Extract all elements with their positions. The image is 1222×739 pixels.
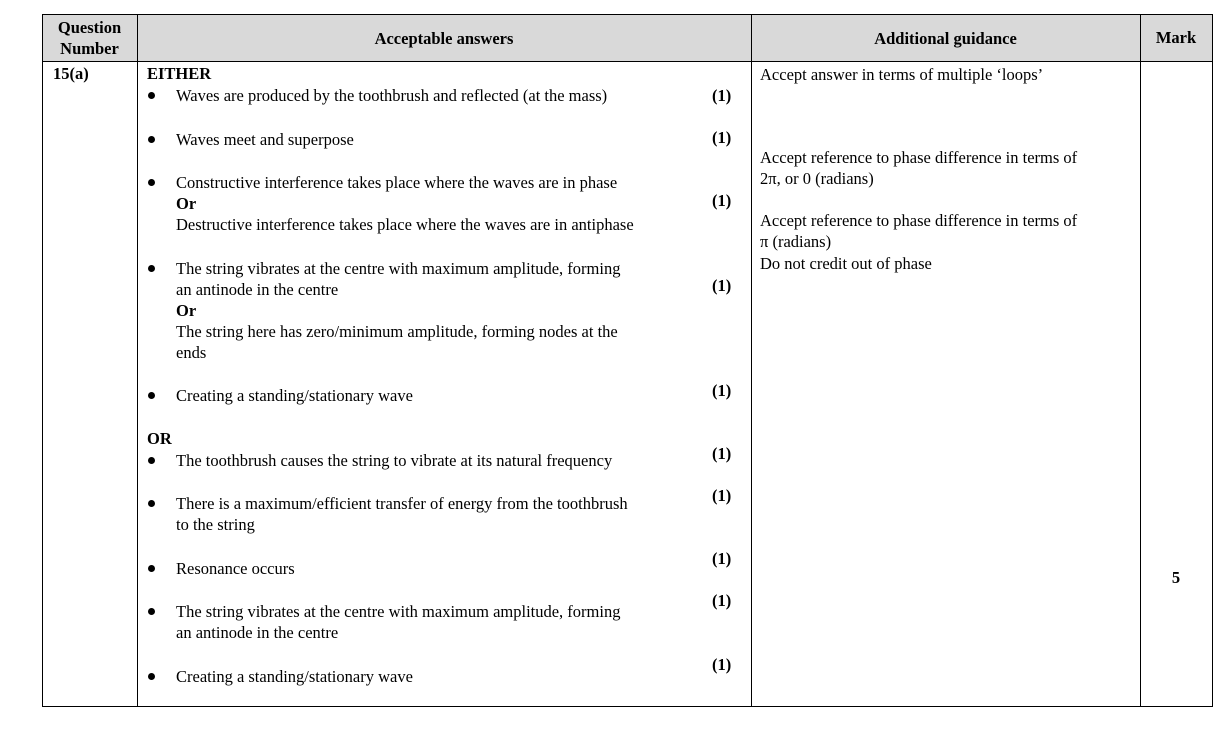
guidance-2-line-2: 2π, or 0 (radians) [760,169,874,188]
either-point-3-line-1: Constructive interference takes place where the waves are in phase [176,173,618,192]
bullet-icon [148,265,155,272]
or-point-2-mark: (1) [712,486,732,505]
col-divider-1 [137,14,138,707]
bullet-icon [148,92,155,99]
or-point-1-line-1: The toothbrush causes the string to vibrate at its natural frequency [176,451,613,470]
either-point-4-alt-line-1: The string here has zero/minimum amplitude, forming nodes at the [176,322,618,341]
either-point-3-mark: (1) [712,191,732,210]
or-label: OR [147,429,172,448]
either-point-1-mark: (1) [712,86,732,105]
header-divider [42,61,1213,62]
bullet-icon [148,179,155,186]
header-acceptable-answers: Acceptable answers [374,29,514,48]
either-point-4-or: Or [176,301,197,320]
col-border-left [42,14,43,707]
bullet-icon [148,500,155,507]
question-id: 15(a) [53,64,89,83]
header-mark: Mark [1155,28,1197,47]
either-point-4-alt-line-2: ends [176,343,207,362]
or-point-5-line-1: Creating a standing/stationary wave [176,667,413,686]
bullet-icon [148,673,155,680]
bullet-icon [148,565,155,572]
guidance-2-line-1: Accept reference to phase difference in terms of [760,148,1078,167]
bullet-icon [148,608,155,615]
bullet-icon [148,136,155,143]
col-border-right [1212,14,1213,707]
guidance-1-line-1: Accept answer in terms of multiple ‘loops’ [760,65,1044,84]
either-point-2-mark: (1) [712,128,732,147]
guidance-3-line-3: Do not credit out of phase [760,254,932,273]
table-border-top [42,14,1213,15]
either-point-3-or: Or [176,194,197,213]
or-point-3-line-1: Resonance occurs [176,559,295,578]
guidance-3-line-2: π (radians) [760,232,832,251]
mark-scheme-table [42,14,1213,707]
table-border-bottom [42,706,1213,707]
total-mark: 5 [1171,568,1181,587]
or-point-2-line-2: to the string [176,515,255,534]
either-point-2-line-1: Waves meet and superpose [176,130,354,149]
bullet-icon [148,392,155,399]
or-point-5-mark: (1) [712,655,732,674]
col-divider-3 [1140,14,1141,707]
or-point-4-line-2: an antinode in the centre [176,623,339,642]
guidance-3-line-1: Accept reference to phase difference in terms of [760,211,1078,230]
or-point-2-line-1: There is a maximum/efficient transfer of energy from the toothbrush [176,494,628,513]
either-point-4-line-2: an antinode in the centre [176,280,339,299]
or-point-4-mark: (1) [712,591,732,610]
col-divider-2 [751,14,752,707]
either-point-1-line-1: Waves are produced by the toothbrush and reflected (at the mass) [176,86,608,105]
either-point-5-mark: (1) [712,381,732,400]
either-point-3-alt-line-1: Destructive interference takes place where the waves are in antiphase [176,215,634,234]
or-point-4-line-1: The string vibrates at the centre with maximum amplitude, forming [176,602,621,621]
bullet-icon [148,457,155,464]
either-point-4-mark: (1) [712,276,732,295]
header-question-number: Question Number [57,18,122,58]
either-point-4-line-1: The string vibrates at the centre with maximum amplitude, forming [176,259,621,278]
or-point-1-mark: (1) [712,444,732,463]
or-point-3-mark: (1) [712,549,732,568]
either-label: EITHER [147,64,212,83]
header-additional-guidance: Additional guidance [874,29,1017,48]
either-point-5-line-1: Creating a standing/stationary wave [176,386,413,405]
